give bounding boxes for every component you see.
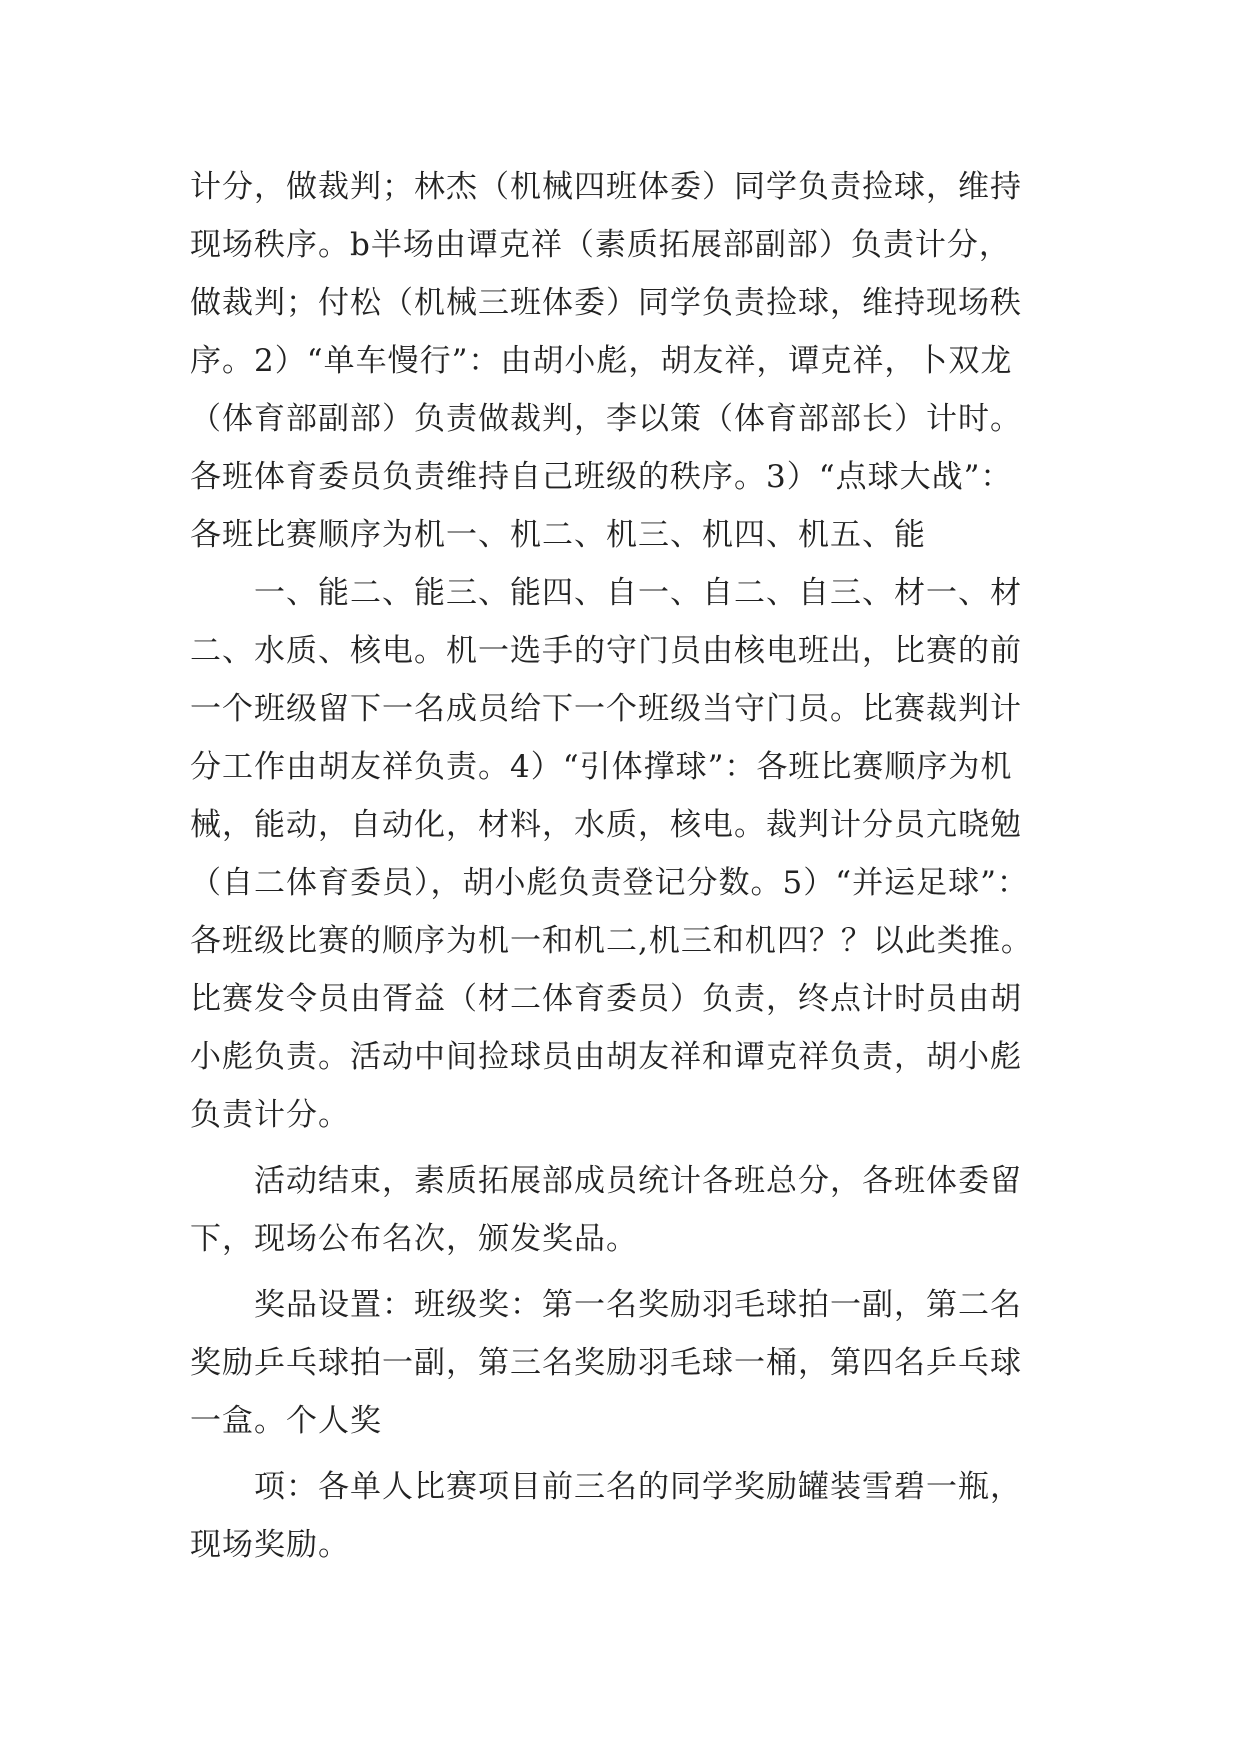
text-line: 负责计分。 bbox=[190, 1097, 350, 1133]
text-line: 各班体育委员负责维持自己班级的秩序。3）“点球大战”： bbox=[190, 459, 1013, 495]
text-line: 现场奖励。 bbox=[190, 1527, 350, 1563]
text-line: （体育部副部）负责做裁判，李以策（体育部部长）计时。 bbox=[190, 401, 1022, 437]
text-line: 各班级比赛的顺序为机一和机二,机三和机四？？以此类推。 bbox=[190, 923, 1033, 959]
text-line: 计分，做裁判；林杰（机械四班体委）同学负责捡球，维持 bbox=[190, 169, 1022, 205]
text-line: 奖品设置：班级奖：第一名奖励羽毛球拍一副，第二名 bbox=[254, 1287, 1022, 1323]
text-line: 小彪负责。活动中间捡球员由胡友祥和谭克祥负责，胡小彪 bbox=[190, 1039, 1022, 1075]
paragraph-activity-end bbox=[190, 1152, 1050, 1268]
paragraph-prize-settings bbox=[190, 1276, 1050, 1450]
text-line: 二、水质、核电。机一选手的守门员由核电班出，比赛的前 bbox=[190, 633, 1022, 669]
text-line: 各班比赛顺序为机一、机二、机三、机四、机五、能 bbox=[190, 517, 926, 553]
text-line: 项：各单人比赛项目前三名的同学奖励罐装雪碧一瓶， bbox=[254, 1469, 1022, 1505]
paragraph-referee-assignments bbox=[190, 158, 1050, 564]
text-line: 活动结束，素质拓展部成员统计各班总分，各班体委留 bbox=[254, 1163, 1022, 1199]
paragraph-match-order bbox=[190, 564, 1050, 1144]
document-body bbox=[190, 158, 1050, 1574]
text-line: 现场秩序。b半场由谭克祥（素质拓展部副部）负责计分， bbox=[190, 227, 1011, 263]
paragraph-individual-prize bbox=[190, 1458, 1050, 1574]
text-line: 序。2）“单车慢行”：由胡小彪，胡友祥，谭克祥，卜双龙 bbox=[190, 343, 1013, 379]
text-line: 分工作由胡友祥负责。4）“引体撑球”：各班比赛顺序为机 bbox=[190, 749, 1013, 785]
text-line: 一盒。个人奖 bbox=[190, 1403, 382, 1439]
text-line: 一个班级留下一名成员给下一个班级当守门员。比赛裁判计 bbox=[190, 691, 1022, 727]
text-line: 做裁判；付松（机械三班体委）同学负责捡球，维持现场秩 bbox=[190, 285, 1022, 321]
text-line: 一、能二、能三、能四、自一、自二、自三、材一、材 bbox=[254, 575, 1022, 611]
text-line: 下，现场公布名次，颁发奖品。 bbox=[190, 1221, 638, 1257]
text-line: 比赛发令员由胥益（材二体育委员）负责，终点计时员由胡 bbox=[190, 981, 1022, 1017]
text-line: （自二体育委员），胡小彪负责登记分数。5）“并运足球”： bbox=[190, 865, 1029, 901]
text-line: 械，能动，自动化，材料，水质，核电。裁判计分员亢晓勉 bbox=[190, 807, 1022, 843]
text-line: 奖励乒乓球拍一副，第三名奖励羽毛球一桶，第四名乒乓球 bbox=[190, 1345, 1022, 1381]
